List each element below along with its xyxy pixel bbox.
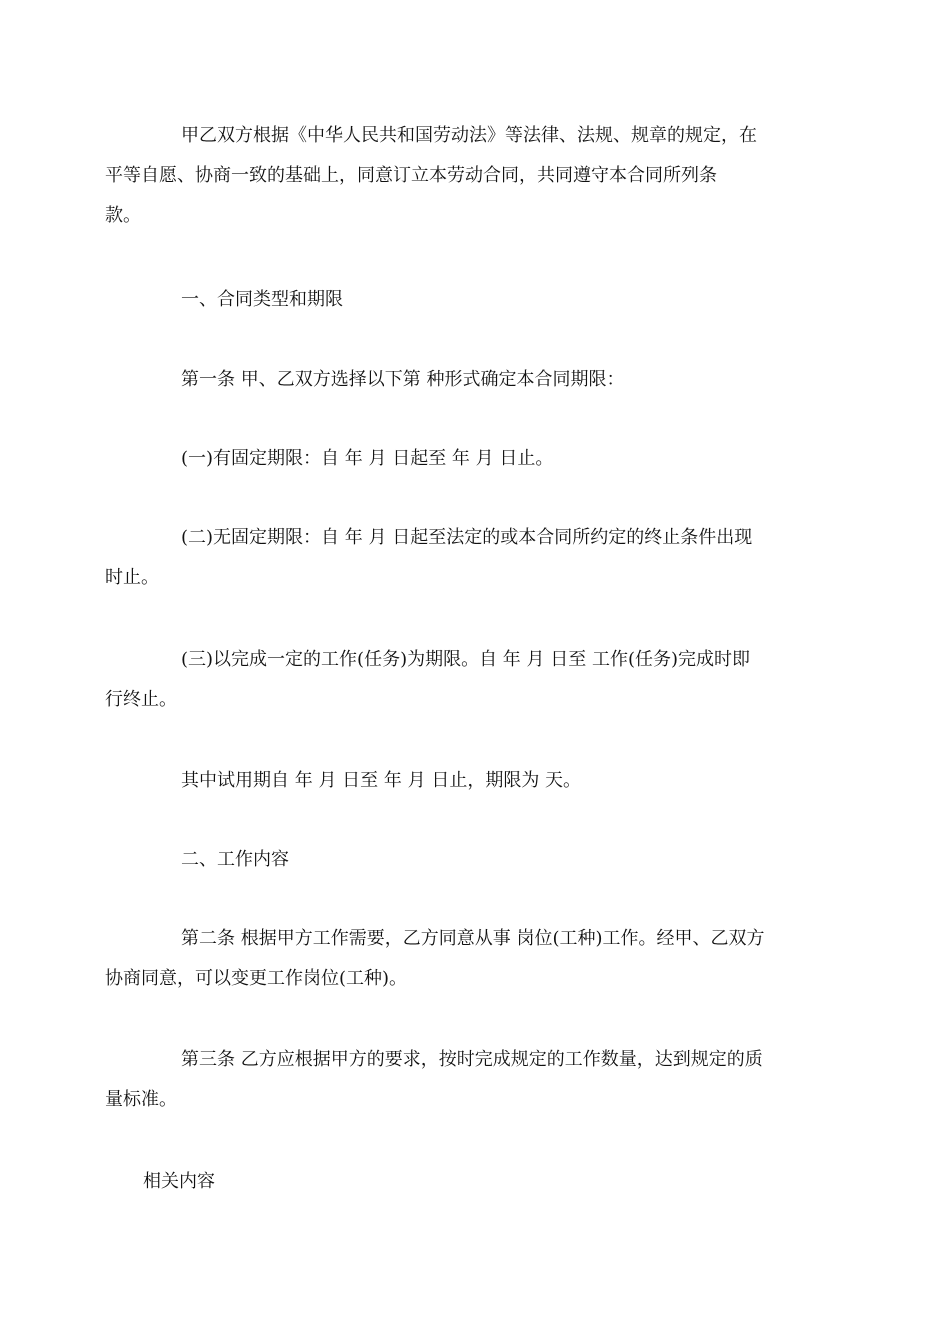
article-2-line-2: 协商同意，可以变更工作岗位(工种)。 xyxy=(105,968,408,989)
intro-paragraph xyxy=(105,116,808,236)
option-3-line-2: 行终止。 xyxy=(105,689,177,710)
article-3-line-1: 第三条 乙方应根据甲方的要求，按时完成规定的工作数量，达到规定的质 xyxy=(181,1049,763,1070)
probation-paragraph xyxy=(143,761,808,801)
option-3-line-1: (三)以完成一定的工作(任务)为期限。自 年 月 日至 工作(任务)完成时即 xyxy=(181,649,751,670)
option-1-text: (一)有固定期限：自 年 月 日起至 年 月 日止。 xyxy=(181,448,554,469)
section-heading-work-content xyxy=(143,840,808,880)
intro-line-2: 平等自愿、协商一致的基础上，同意订立本劳动合同，共同遵守本合同所列条 xyxy=(105,165,717,186)
intro-line-3: 款。 xyxy=(105,205,141,226)
article-1-paragraph xyxy=(143,360,808,400)
option-2-paragraph xyxy=(105,518,808,598)
option-2-line-1: (二)无固定期限：自 年 月 日起至法定的或本合同所约定的终止条件出现 xyxy=(181,527,753,548)
article-2-paragraph xyxy=(105,919,808,999)
section-heading-text: 一、合同类型和期限 xyxy=(181,289,343,310)
article-3-paragraph xyxy=(105,1040,808,1120)
related-content-text: 相关内容 xyxy=(143,1171,215,1192)
section-heading-text: 二、工作内容 xyxy=(181,849,289,870)
intro-line-1: 甲乙双方根据《中华人民共和国劳动法》等法律、法规、规章的规定，在 xyxy=(181,125,757,146)
option-1-paragraph xyxy=(143,439,808,479)
article-2-line-1: 第二条 根据甲方工作需要，乙方同意从事 岗位(工种)工作。经甲、乙双方 xyxy=(181,928,765,949)
option-3-paragraph xyxy=(105,640,808,720)
probation-text: 其中试用期自 年 月 日至 年 月 日止，期限为 天。 xyxy=(181,770,582,791)
section-heading-contract-type xyxy=(143,280,808,320)
option-2-line-2: 时止。 xyxy=(105,567,159,588)
related-content-label xyxy=(143,1162,808,1202)
article-3-line-2: 量标准。 xyxy=(105,1089,177,1110)
article-1-text: 第一条 甲、乙双方选择以下第 种形式确定本合同期限： xyxy=(181,369,625,390)
